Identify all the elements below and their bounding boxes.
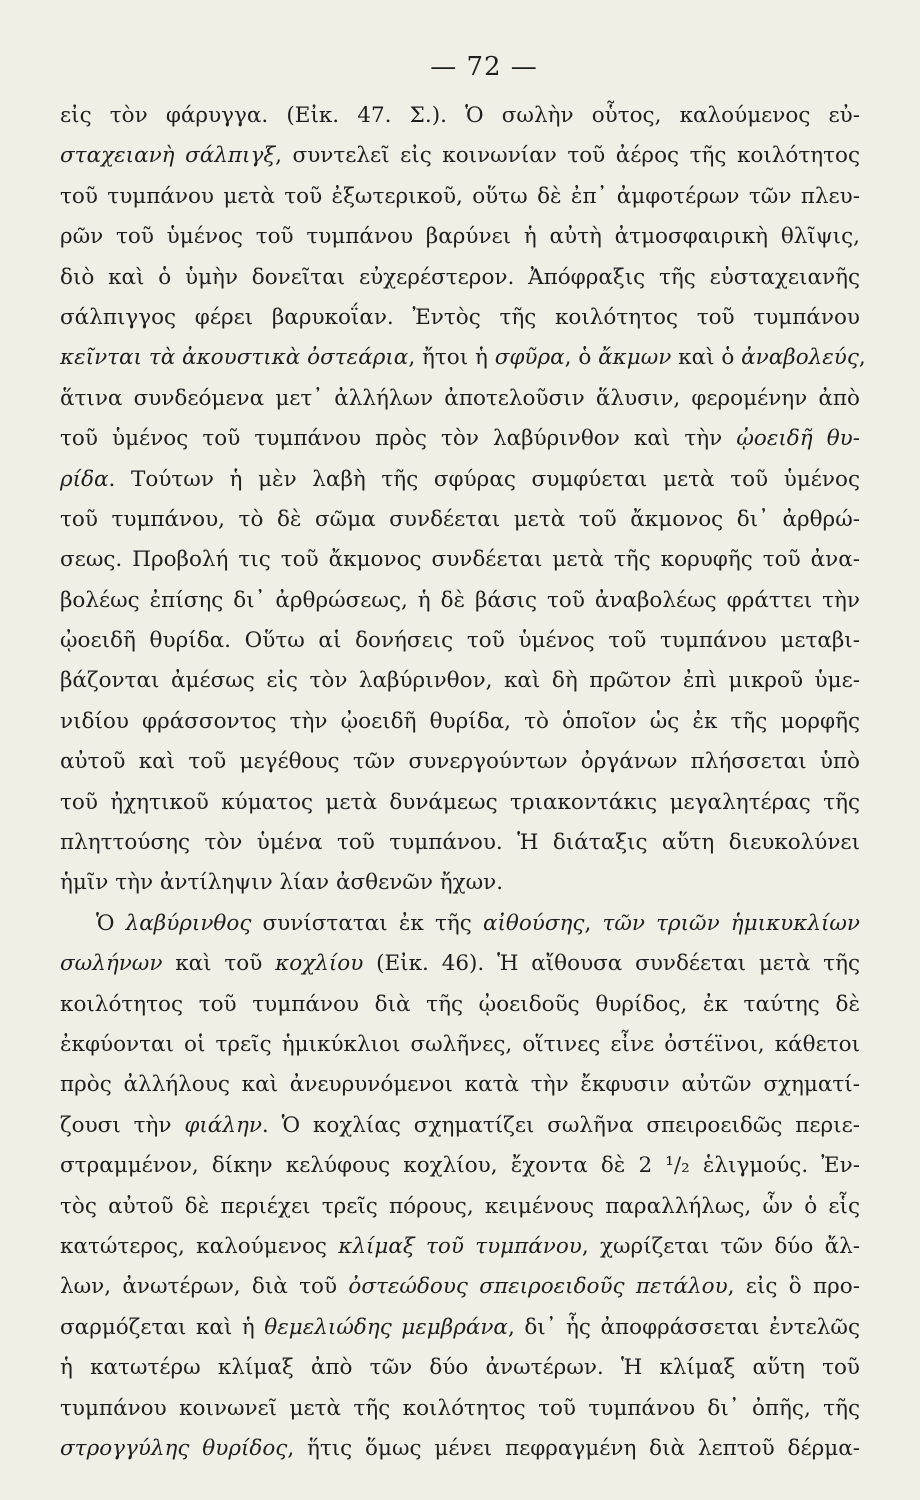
text-line	[60, 1308, 860, 1348]
text-line	[60, 419, 860, 459]
text-segment: τυμπάνου κοινωνεῖ μετὰ τῆς κοιλότητος τοῦ τυμπάνου δι᾿ ὀπῆς, τῆς	[60, 1395, 860, 1421]
text-segment: λων, ἀνωτέρων, διὰ τοῦ	[60, 1274, 349, 1300]
text-line	[60, 581, 860, 621]
text-segment: τοῦ τυμπάνου, τὸ δὲ σῶμα συνδέεται μετὰ τοῦ ἄκμονος δι᾿ ἀρθρώ-	[60, 506, 860, 532]
text-line	[60, 217, 860, 257]
text-line	[60, 177, 860, 217]
text-segment: πρὸς ἀλλήλους καὶ ἀνευρυνόμενοι κατὰ τὴν ἔκφυσιν αὐτῶν σχηματί-	[60, 1072, 860, 1098]
text-line	[60, 823, 860, 863]
text-segment: στραμμένον, δίκην κελύφους κοχλίου, ἔχοντα δὲ 2 ¹/₂ ἑλιγμούς. Ἐν-	[60, 1153, 860, 1179]
text-segment: . Τούτων ἡ μὲν λαβὴ τῆς σφύρας συμφύεται μετὰ τοῦ ὑμένος	[108, 466, 860, 492]
text-segment: σεως. Προβολή τις τοῦ ἄκμονος συνδέεται μετὰ τῆς κορυφῆς τοῦ ἀνα-	[60, 547, 860, 573]
text-segment: ᾠοειδῆ θυρίδα. Οὕτω αἱ δονήσεις τοῦ ὑμένος τοῦ τυμπάνου μεταβι-	[60, 628, 860, 654]
text-segment: κοιλότητος τοῦ τυμπάνου διὰ τῆς ᾠοειδοῦς θυρίδος, ἐκ ταύτης δὲ	[60, 991, 860, 1017]
italic-term: λαβύρινθος	[125, 910, 252, 936]
text-line	[60, 298, 860, 338]
text-segment: καὶ τοῦ	[162, 951, 276, 977]
text-segment: ,	[584, 910, 603, 936]
text-segment: Ὁ	[96, 910, 126, 936]
text-segment: σαρμόζεται καὶ ἡ	[60, 1314, 265, 1340]
text-segment: βολέως ἐπίσης δι᾿ ἀρθρώσεως, ἡ δὲ βάσις τοῦ ἀναβολέως φράττει τὴν	[60, 587, 860, 613]
text-segment: , ἤτοι ἡ	[408, 345, 495, 371]
text-segment: ἐκφύονται οἱ τρεῖς ἡμικύκλιοι σωλῆνες, οἵτινες εἶνε ὀστέϊνοι, κάθετοι	[60, 1031, 860, 1057]
italic-term: φιάλην	[184, 1112, 262, 1138]
text-segment: καὶ ὁ	[671, 345, 742, 371]
text-line	[60, 621, 860, 661]
text-line	[60, 338, 866, 378]
text-segment: κατώτερος, καλούμενος	[60, 1233, 339, 1259]
text-segment: διὸ καὶ ὁ ὑμὴν δονεῖται εὐχερέστερον. Ἀπόφραξις τῆς εὐσταχειανῆς	[60, 264, 860, 290]
text-line	[60, 1025, 860, 1065]
text-line	[60, 702, 860, 742]
text-segment: ἡ κατωτέρω κλίμαξ ἀπὸ τῶν δύο ἀνωτέρων. Ἡ κλίμαξ αὕτη τοῦ	[60, 1355, 860, 1381]
text-line	[60, 500, 860, 540]
text-segment: αὐτοῦ καὶ τοῦ μεγέθους τῶν συνεργούντων ὀργάνων πλήσσεται ὑπὸ	[60, 749, 860, 775]
text-segment: , ἥτις ὅμως μένει πεφραγμένη διὰ λεπτοῦ δέρμα-	[287, 1435, 860, 1461]
text-line	[60, 1106, 860, 1146]
text-segment: ρῶν τοῦ ὑμένος τοῦ τυμπάνου βαρύνει ἡ αὐτὴ ἀτμοσφαιρικὴ θλῖψις,	[60, 224, 860, 250]
text-line	[60, 944, 860, 984]
text-segment: ,	[858, 345, 866, 371]
text-line	[60, 136, 860, 176]
text-segment: τὸς αὐτοῦ δὲ περιέχει τρεῖς πόρους, κειμένους παραλλήλως, ὧν ὁ εἷς	[60, 1193, 860, 1219]
italic-term: ὀστεώδους σπειροειδοῦς πετάλου	[348, 1274, 728, 1300]
text-segment: , συντελεῖ εἰς κοινωνίαν τοῦ ἀέρος τῆς κοιλότητος	[275, 143, 860, 169]
body-text	[60, 96, 866, 1469]
text-segment: εἰς τὸν φάρυγγα. (Εἰκ. 47. Σ.). Ὁ σωλὴν οὗτος, καλούμενος εὐ-	[60, 103, 860, 128]
text-segment: νιδίου φράσσοντος τὴν ᾠοειδῆ θυρίδα, τὸ ὁποῖον ὡς ἐκ τῆς μορφῆς	[60, 708, 860, 734]
text-line	[60, 1227, 860, 1267]
text-segment: ἡμῖν τὴν ἀντίληψιν λίαν ἀσθενῶν ἤχων.	[60, 870, 504, 896]
italic-term: ρίδα	[60, 466, 109, 492]
text-line	[60, 783, 860, 823]
text-segment: πληττούσης τὸν ὑμένα τοῦ τυμπάνου. Ἡ διάταξις αὕτη διευκολύνει	[60, 830, 860, 856]
text-line	[60, 460, 860, 500]
italic-term: τῶν τριῶν ἡμικυκλίων	[602, 910, 861, 936]
italic-term: κλίμαξ τοῦ τυμπάνου	[338, 1233, 582, 1259]
text-segment: , εἰς ὃ προ-	[727, 1274, 860, 1300]
text-line	[60, 985, 860, 1025]
text-line	[60, 742, 860, 782]
text-segment: (Εἰκ. 46). Ἡ αἴθουσα συνδέεται μετὰ τῆς	[363, 951, 860, 977]
text-line	[60, 1267, 860, 1307]
text-segment: τοῦ ὑμένος τοῦ τυμπάνου πρὸς τὸν λαβύρινθον καὶ τὴν	[60, 426, 737, 452]
text-line	[60, 1429, 860, 1469]
text-segment: τοῦ ἠχητικοῦ κύματος μετὰ δυνάμεως τριακοντάκις μεγαλητέρας τῆς	[60, 789, 860, 815]
text-line	[60, 1389, 860, 1429]
italic-term: κεῖνται τὰ ἀκουστικὰ ὀστεάρια	[60, 345, 409, 371]
text-line	[60, 863, 860, 903]
italic-term: σωλήνων	[60, 951, 163, 977]
italic-term: κοχλίου	[275, 951, 364, 977]
text-line	[60, 379, 860, 419]
italic-term: στρογγύλης θυρίδος	[60, 1435, 288, 1461]
text-segment: ἅτινα συνδεόμενα μετ᾿ ἀλλήλων ἀποτελοῦσιν ἅλυσιν, φερομένην ἀπὸ	[60, 385, 860, 411]
text-segment: συνίσταται ἐκ τῆς	[251, 910, 483, 936]
text-line	[60, 258, 860, 298]
text-line	[60, 1065, 860, 1105]
text-line	[60, 904, 860, 944]
text-segment: τοῦ τυμπάνου μετὰ τοῦ ἐξωτερικοῦ, οὕτω δὲ ἐπ᾿ ἀμφοτέρων τῶν πλευ-	[60, 183, 860, 209]
text-segment: , ὁ	[564, 345, 599, 371]
text-line	[60, 1146, 860, 1186]
text-segment: σάλπιγγος φέρει βαρυκοΐαν. Ἐντὸς τῆς κοιλότητος τοῦ τυμπάνου	[60, 304, 860, 330]
text-line	[60, 1187, 860, 1227]
text-segment: βάζονται ἀμέσως εἰς τὸν λαβύρινθον, καὶ δὴ πρῶτον ἐπὶ μικροῦ ὑμε-	[60, 668, 860, 694]
text-line	[60, 661, 860, 701]
italic-term: σφῦρα	[494, 345, 565, 371]
italic-term: αἰθούσης	[482, 910, 585, 936]
text-line	[60, 540, 860, 580]
italic-term: ᾠοειδῆ θυ-	[736, 426, 860, 452]
text-segment: , δι᾿ ἧς ἀποφράσσεται ἐντελῶς	[507, 1314, 860, 1340]
text-line	[60, 96, 860, 136]
text-segment: . Ὁ κοχλίας σχηματίζει σωλῆνα σπειροειδῶς περιε-	[261, 1112, 860, 1138]
italic-term: θεμελιώδης μεμβράνα	[264, 1314, 508, 1340]
italic-term: ἄκμων	[598, 345, 672, 371]
text-line	[60, 1348, 860, 1388]
text-segment: , χωρίζεται τῶν δύο ἄλ-	[581, 1233, 860, 1259]
text-segment: ζουσι τὴν	[60, 1112, 185, 1138]
page-number: — 72 —	[430, 52, 538, 82]
italic-term: ἀναβολεύς	[741, 345, 859, 371]
italic-term: σταχειανὴ σάλπιγξ	[60, 143, 276, 169]
